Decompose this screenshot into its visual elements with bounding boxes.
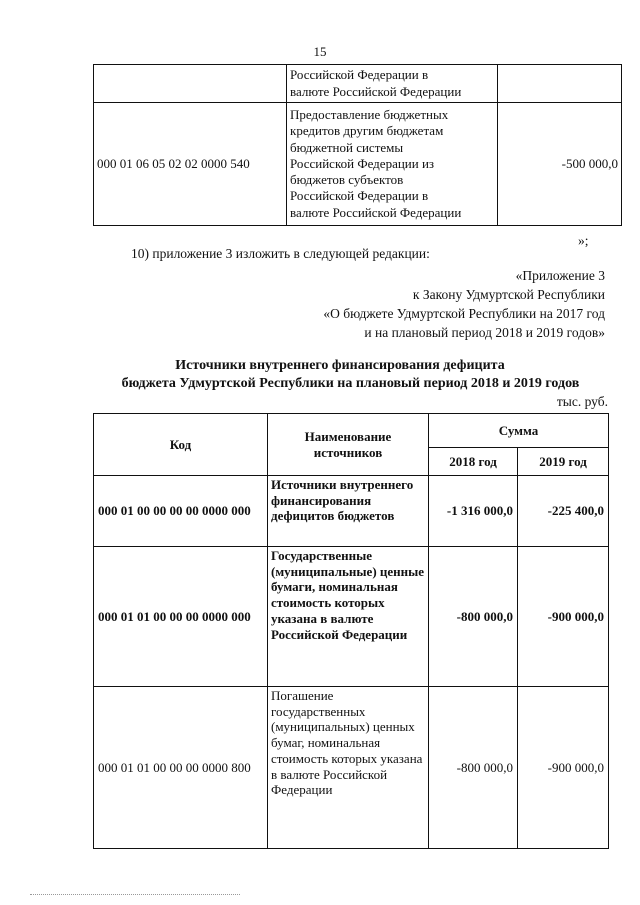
- table-row: [94, 103, 622, 226]
- value-2019-cell: -900 000,0: [518, 547, 609, 687]
- code-cell: [94, 65, 287, 103]
- name-line: бюджетной системы: [290, 139, 404, 155]
- table-row: [94, 687, 609, 849]
- name-cell: [287, 65, 498, 103]
- name-cell: Погашение государственных (муниципальных) ценных бумаг, номинальная стоимость которых указана в валюте Российской Федерации: [268, 687, 429, 849]
- name-line: Российской Федерации в: [290, 188, 429, 204]
- appendix-line: «О бюджете Удмуртской Республики на 2017 год: [323, 306, 605, 321]
- units-label: тыс. руб.: [556, 394, 608, 409]
- table-row: [94, 547, 609, 687]
- code-cell: 000 01 00 00 00 00 0000 000: [94, 476, 268, 547]
- title-line: Источники внутреннего финансирования дефицита: [175, 358, 505, 373]
- name-line: Российской Федерации из: [290, 155, 435, 171]
- value-2018-cell: -800 000,0: [429, 547, 518, 687]
- table-header-row: [94, 414, 609, 448]
- value-2018-cell: -1 316 000,0: [429, 476, 518, 547]
- name-line: кредитов другим бюджетам: [290, 123, 444, 139]
- header-year-2018: 2018 год: [429, 448, 518, 476]
- name-line: валюте Российской Федерации: [290, 83, 462, 99]
- name-line: Российской Федерации в: [290, 67, 429, 83]
- name-line: Предоставление бюджетных: [290, 106, 449, 122]
- header-year-2019: 2019 год: [518, 448, 609, 476]
- header-sum: Сумма: [429, 414, 609, 448]
- table-row: [94, 476, 609, 547]
- code-cell: 000 01 01 00 00 00 0000 800: [94, 687, 268, 849]
- code-cell: 000 01 06 05 02 02 0000 540: [94, 103, 287, 226]
- amount-cell: [498, 65, 622, 103]
- value-2018-cell: -800 000,0: [429, 687, 518, 849]
- code-cell: 000 01 01 00 00 00 0000 000: [94, 547, 268, 687]
- header-code: Код: [94, 414, 268, 476]
- appendix-line: «Приложение 3: [515, 268, 605, 283]
- financing-sources-table: [93, 413, 609, 849]
- title-line: бюджета Удмуртской Республики на плановый период 2018 и 2019 годов: [121, 376, 580, 391]
- continuation-table: [93, 64, 622, 226]
- scan-artifact-line: [30, 894, 240, 897]
- name-cell: [287, 103, 498, 226]
- name-line: валюте Российской Федерации: [290, 204, 462, 220]
- name-line: бюджетов субъектов: [290, 172, 404, 188]
- name-cell: Государственные (муниципальные) ценные бумаги, номинальная стоимость которых указана в валюте Российской Федерации: [268, 547, 429, 687]
- name-cell: Источники внутреннего финансирования дефицитов бюджетов: [268, 476, 429, 547]
- amendment-item-text: 10) приложение 3 изложить в следующей редакции:: [131, 246, 430, 261]
- table-row: [94, 65, 622, 103]
- appendix-line: и на плановый период 2018 и 2019 годов»: [364, 325, 605, 340]
- header-name: Наименование источников: [268, 414, 429, 476]
- closing-mark: »;: [578, 233, 589, 248]
- page-number: 15: [313, 44, 327, 59]
- value-2019-cell: -225 400,0: [518, 476, 609, 547]
- amount-cell: -500 000,0: [498, 103, 622, 226]
- value-2019-cell: -900 000,0: [518, 687, 609, 849]
- appendix-line: к Закону Удмуртской Республики: [412, 287, 605, 302]
